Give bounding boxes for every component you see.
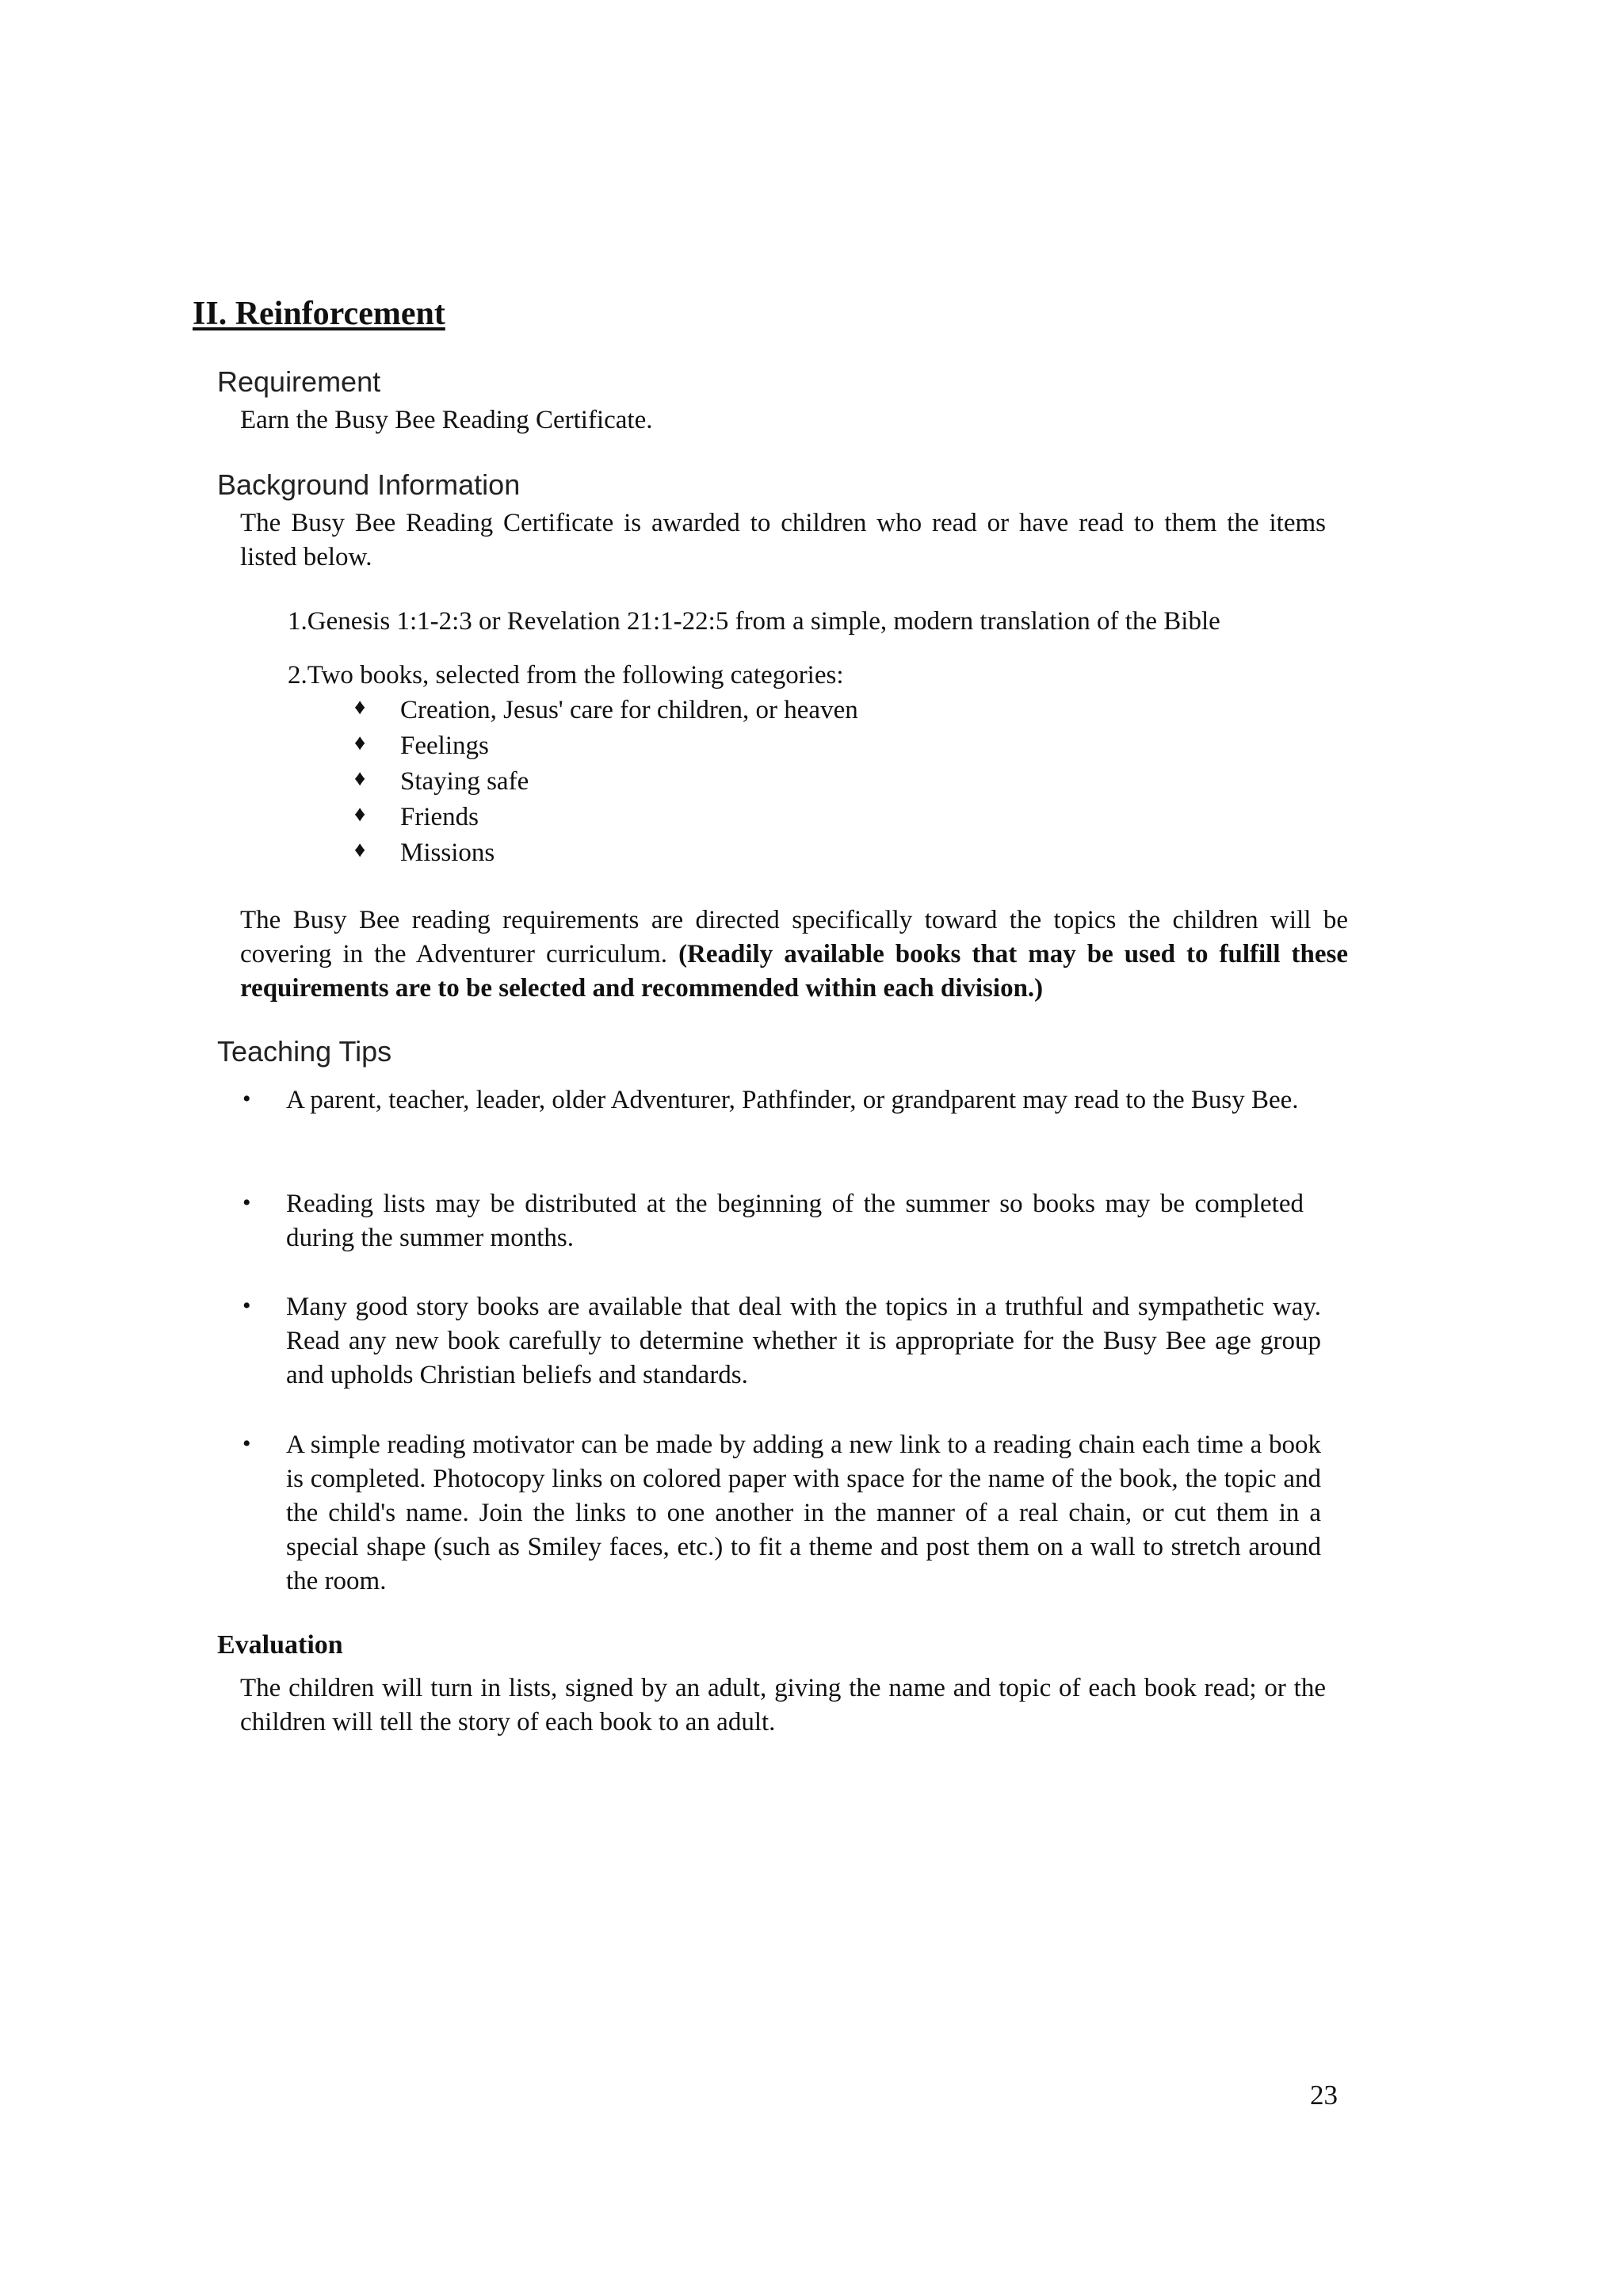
page-number: 23 bbox=[1310, 2080, 1338, 2111]
section-title: II. Reinforcement bbox=[193, 296, 445, 332]
category-item: Missions bbox=[400, 839, 495, 867]
category-item: Creation, Jesus' care for children, or heaven bbox=[400, 696, 858, 724]
tip-item: A simple reading motivator can be made by adding a new link to a reading chain each time a book is completed. Photocopy links on colored paper with space for the name of the book, the topic and the child's name. Join the links to one another in the manner of a real chain, or cut them in a special shape (such as Smiley faces, etc.) to fit a theme and post them on a wall to stretch around the room. bbox=[286, 1431, 1321, 1595]
teaching-tips-heading: Teaching Tips bbox=[217, 1035, 392, 1068]
category-item: Friends bbox=[400, 803, 479, 831]
background-heading: Background Information bbox=[217, 468, 521, 501]
bullet-dot-icon: • bbox=[242, 1293, 251, 1319]
diamond-bullet-icon: ♦ bbox=[354, 802, 366, 827]
tip-item: Reading lists may be distributed at the beginning of the summer so books may be completed during the summer months. bbox=[286, 1190, 1304, 1252]
bullet-dot-icon: • bbox=[242, 1190, 251, 1216]
background-intro: The Busy Bee Reading Certificate is awarded to children who read or have read to them the items listed below. bbox=[240, 509, 1326, 571]
bullet-dot-icon: • bbox=[242, 1431, 251, 1457]
background-note bbox=[240, 904, 1348, 1006]
reading-item-1: 1.Genesis 1:1-2:3 or Revelation 21:1-22:5 from a simple, modern translation of the Bible bbox=[288, 607, 1220, 636]
background-note-text: The Busy Bee reading requirements are directed specifically toward the topics the children will be covering in the Adventurer curriculum. bbox=[240, 906, 1348, 968]
tip-item: A parent, teacher, leader, older Adventurer, Pathfinder, or grandparent may read to the Busy Bee. bbox=[286, 1086, 1299, 1114]
bullet-dot-icon: • bbox=[242, 1086, 251, 1112]
category-item: Staying safe bbox=[400, 767, 529, 796]
tip-item: Many good story books are available that deal with the topics in a truthful and sympathetic way. Read any new book carefully to determine whether it is appropriate for the Busy Bee age group and upholds Christian beliefs and standards. bbox=[286, 1293, 1321, 1389]
diamond-bullet-icon: ♦ bbox=[354, 766, 366, 791]
evaluation-heading: Evaluation bbox=[217, 1630, 343, 1660]
requirement-heading: Requirement bbox=[217, 365, 381, 398]
background-note-emphasis: (Readily available books that may be used to fulfill these requirements are to be selected and recommended within each division.) bbox=[240, 940, 1349, 1003]
diamond-bullet-icon: ♦ bbox=[354, 695, 366, 720]
diamond-bullet-icon: ♦ bbox=[354, 838, 366, 862]
reading-item-2: 2.Two books, selected from the following categories: bbox=[288, 661, 844, 690]
requirement-text: Earn the Busy Bee Reading Certificate. bbox=[240, 406, 653, 434]
evaluation-text: The children will turn in lists, signed by an adult, giving the name and topic of each book read; or the children will tell the story of each book to an adult. bbox=[240, 1674, 1326, 1736]
category-item: Feelings bbox=[400, 732, 489, 760]
diamond-bullet-icon: ♦ bbox=[354, 731, 366, 755]
